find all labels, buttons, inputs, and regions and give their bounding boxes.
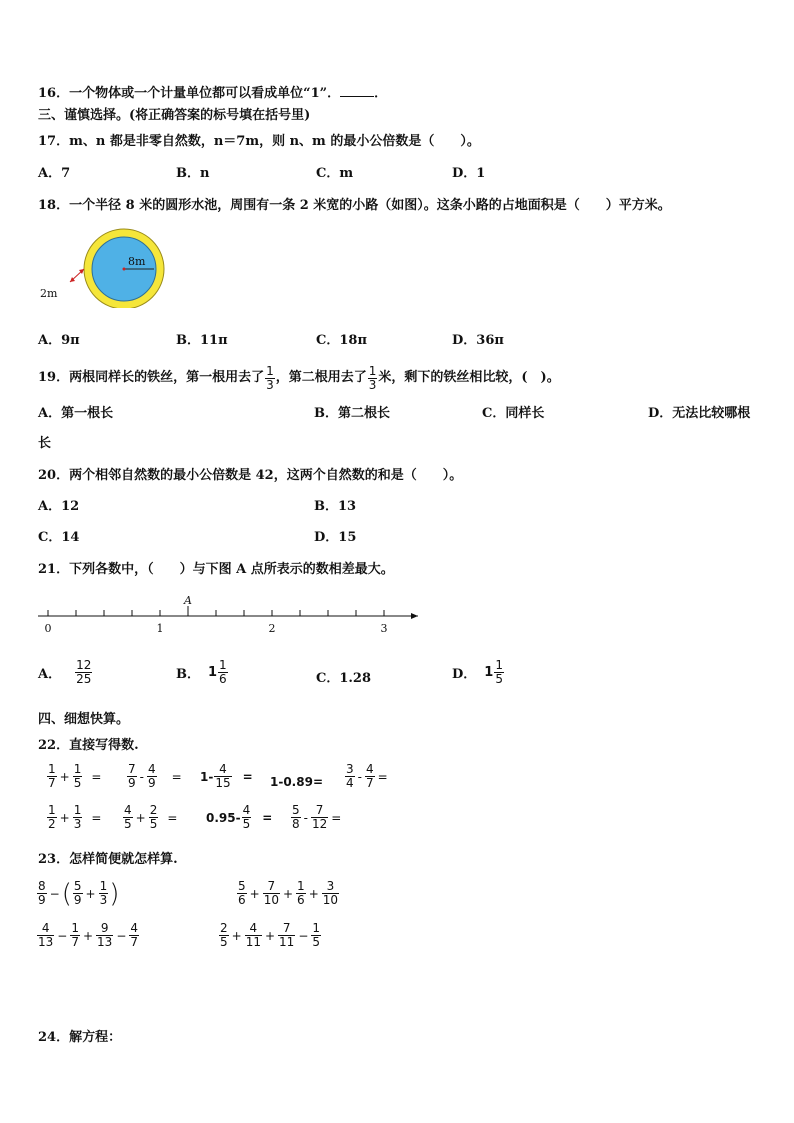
q18-option-c[interactable]: C．18π bbox=[316, 333, 367, 348]
tick-label: 2 bbox=[268, 622, 276, 635]
fraction: $\frac{1}{3}$ bbox=[266, 363, 274, 392]
tick-label: 0 bbox=[44, 622, 52, 635]
question-19: 19．两根同样长的铁丝，第一根用去了 $\frac{1}{3}$ ，第二根用去了 $\frac{1}{3}$ 米，剩下的铁丝相比较，( )。 bbox=[38, 363, 560, 392]
q19-option-c[interactable]: C．同样长 bbox=[482, 406, 545, 421]
q18-option-a[interactable]: A．9π bbox=[38, 333, 80, 348]
q19-option-b[interactable]: B．第二根长 bbox=[314, 406, 390, 421]
calc-2: $\frac{7}{9}$ - $\frac{4}{9}$ = bbox=[128, 762, 182, 790]
question-16: 16．一个物体或一个计量单位都可以看成单位“1”． ． bbox=[38, 86, 388, 101]
q21-option-c[interactable]: C．1.28 bbox=[316, 671, 372, 686]
q17-option-b[interactable]: B．n bbox=[176, 166, 210, 181]
question-18: 18．一个半径 8 米的圆形水池，周围有一条 2 米宽的小路（如图）。这条小路的占地面积是（ ）平方米。 bbox=[38, 198, 671, 213]
calc-7: $\frac{4}{5}$ + $\frac{2}{5}$ = bbox=[124, 803, 178, 831]
answer-blank[interactable] bbox=[340, 84, 374, 97]
q17-option-d[interactable]: D．1 bbox=[452, 166, 486, 181]
axis-arrow bbox=[411, 613, 418, 619]
number-line bbox=[30, 592, 430, 638]
calc-5: $\frac{3}{4}$ - $\frac{4}{7}$ = bbox=[346, 762, 388, 790]
q20-option-d[interactable]: D．15 bbox=[314, 530, 357, 545]
question-20: 20．两个相邻自然数的最小公倍数是 42，这两个自然数的和是（ ）。 bbox=[38, 468, 463, 483]
question-22: 22．直接写得数. bbox=[38, 738, 139, 753]
question-24: 24．解方程： bbox=[38, 1030, 122, 1045]
tick-label: 3 bbox=[380, 622, 388, 635]
q21-option-b[interactable]: B． 1 $\frac{1}{6}$ bbox=[176, 658, 227, 686]
calc-6: $\frac{1}{2}$ + $\frac{1}{3}$ = bbox=[48, 803, 102, 831]
section-4-heading: 四、细想快算。 bbox=[38, 712, 130, 727]
q20-option-c[interactable]: C．14 bbox=[38, 530, 80, 545]
q20-option-b[interactable]: B．13 bbox=[314, 499, 357, 514]
width-label: 2m bbox=[40, 287, 58, 300]
question-23: 23．怎样简便就怎样算. bbox=[38, 852, 178, 867]
simplify-4: $\frac{2}{5}$ + $\frac{4}{11}$ + $\frac{7}{11}$ − $\frac{1}{5}$ bbox=[220, 921, 321, 949]
q19-option-d-wrap: 长 bbox=[38, 436, 52, 451]
calc-9: $\frac{5}{8}$ - $\frac{7}{12}$ = bbox=[292, 803, 342, 831]
center-dot bbox=[123, 268, 126, 271]
q18-option-b[interactable]: B．11π bbox=[176, 333, 228, 348]
question-21: 21．下列各数中，（ ）与下图 A 点所表示的数相差最大。 bbox=[38, 562, 394, 577]
q17-option-c[interactable]: C．m bbox=[316, 166, 354, 181]
simplify-2: $\frac{5}{6}$ + $\frac{7}{10}$ + $\frac{1}{6}$ + $\frac{3}{10}$ bbox=[238, 879, 339, 907]
q18-option-d[interactable]: D．36π bbox=[452, 333, 504, 348]
q21-option-d[interactable]: D． 1 $\frac{1}{5}$ bbox=[452, 658, 503, 686]
simplify-1: $\frac{8}{9}$ − ( $\frac{5}{9}$ + $\frac{1}{3}$ ) bbox=[38, 878, 120, 909]
q20-option-a[interactable]: A．12 bbox=[38, 499, 80, 514]
calc-3: 1- $\frac{4}{15}$ = bbox=[200, 762, 253, 790]
q19-option-a[interactable]: A．第一根长 bbox=[38, 406, 114, 421]
calc-1: $\frac{1}{7}$ + $\frac{1}{5}$ = bbox=[48, 762, 102, 790]
pool-figure bbox=[36, 224, 176, 308]
question-17: 17．m、n 都是非零自然数，n＝7m，则 n、m 的最小公倍数是（ ）。 bbox=[38, 134, 480, 149]
q21-option-a[interactable]: A． $\frac{12}{25}$ bbox=[38, 658, 92, 686]
radius-label: 8m bbox=[128, 255, 146, 268]
fraction: $\frac{1}{3}$ bbox=[368, 363, 377, 392]
q17-option-a[interactable]: A．7 bbox=[38, 166, 71, 181]
section-3-heading: 三、谨慎选择。(将正确答案的标号填在括号里) bbox=[38, 108, 311, 123]
calc-8: 0.95- $\frac{4}{5}$ = bbox=[206, 803, 273, 831]
calc-4: 1-0.89= bbox=[270, 775, 323, 789]
tick-label: 1 bbox=[156, 622, 164, 635]
q19-option-d[interactable]: D．无法比较哪根 bbox=[648, 406, 751, 421]
simplify-3: $\frac{4}{13}$ − $\frac{1}{7}$ + $\frac{9}{13}$ − $\frac{4}{7}$ bbox=[38, 921, 139, 949]
point-a-label: A bbox=[184, 594, 192, 607]
